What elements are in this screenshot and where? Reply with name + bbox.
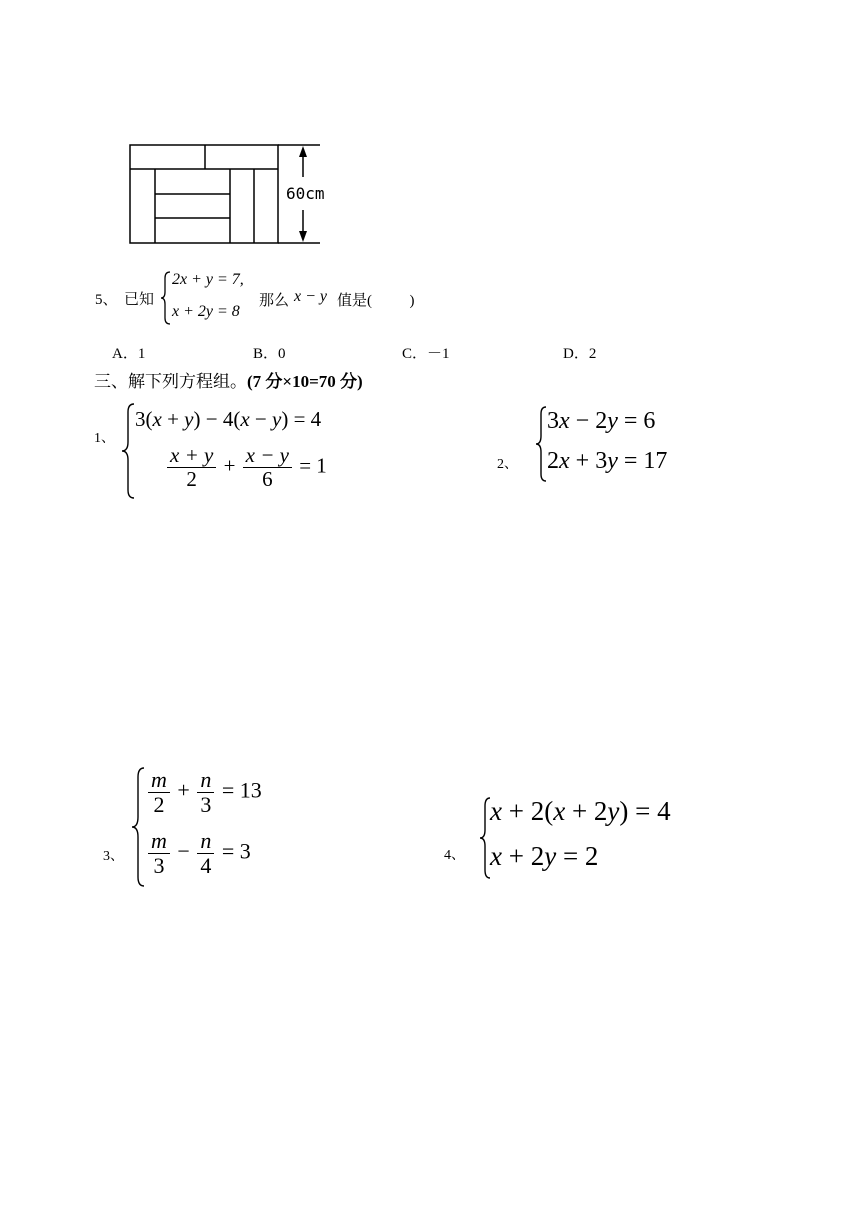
section3-title-normal: 三、解下列方程组。 xyxy=(94,372,247,391)
section3-title-bold: (7 分×10=70 分) xyxy=(247,372,363,391)
problem-4-eq1: x + 2(x + 2y) = 4 xyxy=(490,796,671,826)
problem-2-label: 2、 xyxy=(497,457,518,472)
q5-option-a: A．1 xyxy=(112,346,146,362)
problem-4-eq2: x + 2y = 2 xyxy=(490,841,599,871)
problem-3-eq1: $\frac{m}{2}$ + $\frac{n}{3}$ = 13 xyxy=(146,768,262,817)
q5-number: 5、 xyxy=(95,292,118,308)
q5-option-b: B．0 xyxy=(253,346,286,362)
problem-2-eq2: 2x + 3y = 17 xyxy=(547,448,668,474)
problem-3-eq2: $\frac{m}{3}$ − $\frac{n}{4}$ = 3 xyxy=(146,829,251,878)
q5-prefix: 已知 xyxy=(124,292,155,308)
q5-middle: 那么 xyxy=(259,293,290,309)
problem-3-eq1-rhs: = 13 xyxy=(221,777,262,803)
problem-1-brace xyxy=(120,402,136,500)
problem-3-brace xyxy=(130,766,146,888)
problem-1-eq1: 3(x + y) − 4(x − y) = 4 xyxy=(135,407,322,431)
problem-2-brace xyxy=(534,405,548,483)
q5-eq1: 2x + y = 7, xyxy=(172,271,244,288)
problem-2-eq1: 3x − 2y = 6 xyxy=(547,408,656,434)
dimension-label: 60cm xyxy=(286,184,325,203)
problem-1-eq2: $\frac{x + y}{2}$ + $\frac{x - y}{6}$ = 1 xyxy=(165,444,327,491)
problem-4-label: 4、 xyxy=(444,848,465,863)
q5-option-d: D．2 xyxy=(563,346,597,362)
q5-option-c: C．－1 xyxy=(402,346,450,362)
q5-eq2: x + 2y = 8 xyxy=(172,303,240,320)
problem-3-label: 3、 xyxy=(103,849,124,864)
section3-title xyxy=(94,367,363,392)
q5-expr: x − y xyxy=(294,288,327,305)
q5-brace xyxy=(160,270,172,326)
problem-1-label: 1、 xyxy=(94,431,115,446)
problem-3-eq2-rhs: = 3 xyxy=(221,838,251,864)
q5-suffix: 值是( ) xyxy=(337,293,415,309)
